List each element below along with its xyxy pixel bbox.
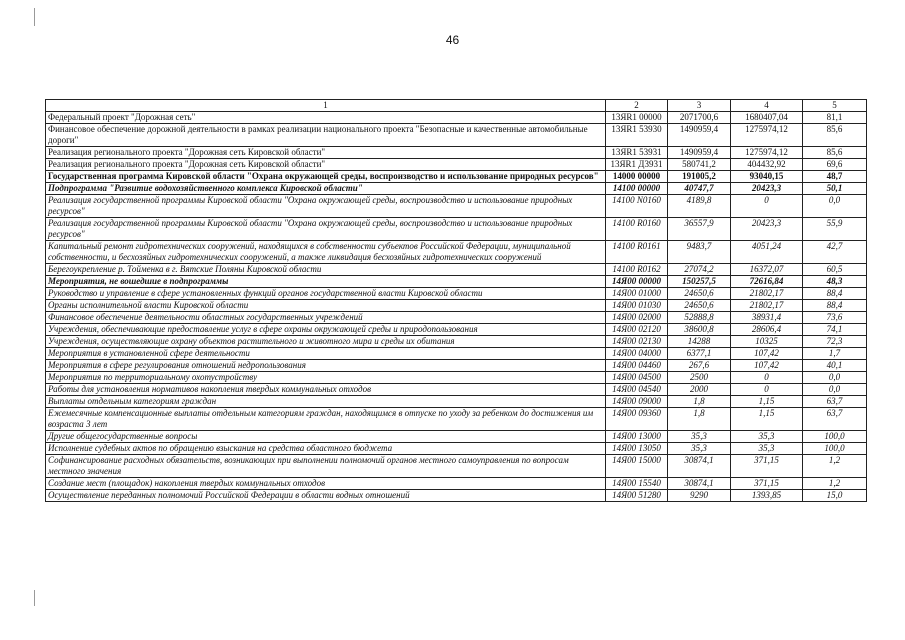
row-name-cell: Реализация государственной программы Кировской области "Охрана окружающей среды, воспроизводство и использование природных ресурсов" — [46, 218, 606, 241]
row-code-cell: 14Я00 15000 — [606, 455, 668, 478]
row-percent-cell: 73,6 — [803, 312, 867, 324]
row-code-cell: 14Я00 02000 — [606, 312, 668, 324]
table-row — [46, 360, 867, 372]
row-actual-value-cell: 35,3 — [731, 443, 803, 455]
table-row — [46, 195, 867, 218]
table-row — [46, 478, 867, 490]
table-row — [46, 396, 867, 408]
row-percent-cell: 100,0 — [803, 431, 867, 443]
table-row — [46, 408, 867, 431]
row-code-cell: 14Я00 01030 — [606, 300, 668, 312]
row-planned-value-cell: 52888,8 — [668, 312, 731, 324]
row-actual-value-cell: 1275974,12 — [731, 147, 803, 159]
row-percent-cell: 0,0 — [803, 372, 867, 384]
row-name-cell: Капитальный ремонт гидротехнических сооружений, находящихся в собственности субъектов Российской Федерации, муниципальной собственности, и бесхозяйных гидротехнических сооружений, а также ликвидация бесхозяйных гидротехнических сооружений — [46, 241, 606, 264]
row-code-cell: 14Я00 09360 — [606, 408, 668, 431]
row-percent-cell: 55,9 — [803, 218, 867, 241]
table-row — [46, 336, 867, 348]
column-header: 3 — [668, 100, 731, 112]
row-name-cell: Учреждения, обеспечивающие предоставление услуг в сфере охраны окружающей среды и природопользования — [46, 324, 606, 336]
row-name-cell: Финансовое обеспечение дорожной деятельности в рамках реализации национального проекта "Безопасные и качественные автомобильные дороги" — [46, 124, 606, 147]
row-actual-value-cell: 4051,24 — [731, 241, 803, 264]
row-planned-value-cell: 2071700,6 — [668, 112, 731, 124]
table-row — [46, 288, 867, 300]
table-row — [46, 312, 867, 324]
row-name-cell: Федеральный проект "Дорожная сеть" — [46, 112, 606, 124]
row-percent-cell: 0,0 — [803, 195, 867, 218]
row-name-cell: Мероприятия, не вошедшие в подпрограммы — [46, 276, 606, 288]
table-row — [46, 300, 867, 312]
row-name-cell: Руководство и управление в сфере установленных функций органов государственной власти Кировской области — [46, 288, 606, 300]
row-code-cell: 14Я00 13050 — [606, 443, 668, 455]
row-code-cell: 14Я00 51280 — [606, 490, 668, 502]
row-code-cell: 13ЯR1 Д3931 — [606, 159, 668, 171]
table-row — [46, 241, 867, 264]
row-percent-cell: 48,3 — [803, 276, 867, 288]
table-row — [46, 324, 867, 336]
row-actual-value-cell: 0 — [731, 384, 803, 396]
row-code-cell: 14Я00 04460 — [606, 360, 668, 372]
row-planned-value-cell: 2500 — [668, 372, 731, 384]
row-code-cell: 14Я00 02130 — [606, 336, 668, 348]
row-code-cell: 14Я00 15540 — [606, 478, 668, 490]
row-code-cell: 14Я00 13000 — [606, 431, 668, 443]
row-actual-value-cell: 1393,85 — [731, 490, 803, 502]
row-planned-value-cell: 9483,7 — [668, 241, 731, 264]
row-name-cell: Государственная программа Кировской области "Охрана окружающей среды, воспроизводство и использование природных ресурсов" — [46, 171, 606, 183]
row-name-cell: Мероприятия по территориальному охотустройству — [46, 372, 606, 384]
row-percent-cell: 40,1 — [803, 360, 867, 372]
row-name-cell: Берегоукрепление р. Тойменка в г. Вятские Поляны Кировской области — [46, 264, 606, 276]
table-row — [46, 264, 867, 276]
row-name-cell: Выплаты отдельным категориям граждан — [46, 396, 606, 408]
column-header: 5 — [803, 100, 867, 112]
row-planned-value-cell: 24650,6 — [668, 288, 731, 300]
row-percent-cell: 74,1 — [803, 324, 867, 336]
column-header: 1 — [46, 100, 606, 112]
row-percent-cell: 1,7 — [803, 348, 867, 360]
row-name-cell: Ежемесячные компенсационные выплаты отдельным категориям граждан, находящимся в отпуске по уходу за ребенком до достижения им возраста 3 лет — [46, 408, 606, 431]
row-actual-value-cell: 72616,84 — [731, 276, 803, 288]
row-code-cell: 14100 R0161 — [606, 241, 668, 264]
row-code-cell: 14Я00 04540 — [606, 384, 668, 396]
row-name-cell: Работы для установления нормативов накопления твердых коммунальных отходов — [46, 384, 606, 396]
row-planned-value-cell: 1,8 — [668, 396, 731, 408]
row-percent-cell: 88,4 — [803, 300, 867, 312]
row-actual-value-cell: 10325 — [731, 336, 803, 348]
row-code-cell: 14Я00 02120 — [606, 324, 668, 336]
table-row — [46, 443, 867, 455]
row-name-cell: Мероприятия в установленной сфере деятельности — [46, 348, 606, 360]
row-actual-value-cell: 1275974,12 — [731, 124, 803, 147]
table-row — [46, 112, 867, 124]
row-name-cell: Финансовое обеспечение деятельности областных государственных учреждений — [46, 312, 606, 324]
scan-edge-mark — [34, 590, 35, 606]
row-code-cell: 14Я00 04000 — [606, 348, 668, 360]
row-actual-value-cell: 28606,4 — [731, 324, 803, 336]
row-code-cell: 14100 00000 — [606, 183, 668, 195]
row-code-cell: 14Я00 01000 — [606, 288, 668, 300]
row-actual-value-cell: 1,15 — [731, 408, 803, 431]
row-code-cell: 14100 R0162 — [606, 264, 668, 276]
table-row — [46, 147, 867, 159]
row-name-cell: Мероприятия в сфере регулирования отношений недропользования — [46, 360, 606, 372]
table-body — [46, 100, 867, 502]
table-row — [46, 276, 867, 288]
row-planned-value-cell: 9290 — [668, 490, 731, 502]
row-name-cell: Создание мест (площадок) накопления твердых коммунальных отходов — [46, 478, 606, 490]
row-planned-value-cell: 36557,9 — [668, 218, 731, 241]
row-code-cell: 14Я00 04500 — [606, 372, 668, 384]
row-name-cell: Другие общегосударственные вопросы — [46, 431, 606, 443]
row-actual-value-cell: 16372,07 — [731, 264, 803, 276]
row-percent-cell: 100,0 — [803, 443, 867, 455]
row-name-cell: Учреждения, осуществляющие охрану объектов растительного и животного мира и среды их обитания — [46, 336, 606, 348]
table-row — [46, 431, 867, 443]
row-name-cell: Софинансирование расходных обязательств, возникающих при выполнении полномочий органов местного самоуправления по вопросам местного значения — [46, 455, 606, 478]
column-header: 4 — [731, 100, 803, 112]
row-actual-value-cell: 0 — [731, 372, 803, 384]
row-planned-value-cell: 580741,2 — [668, 159, 731, 171]
row-code-cell: 14100 R0160 — [606, 218, 668, 241]
table-row — [46, 348, 867, 360]
row-code-cell: 13ЯR1 00000 — [606, 112, 668, 124]
row-planned-value-cell: 38600,8 — [668, 324, 731, 336]
table-row — [46, 384, 867, 396]
row-planned-value-cell: 1,8 — [668, 408, 731, 431]
row-actual-value-cell: 371,15 — [731, 455, 803, 478]
table-row — [46, 124, 867, 147]
row-percent-cell: 85,6 — [803, 147, 867, 159]
budget-execution-table — [45, 99, 867, 502]
row-planned-value-cell: 1490959,4 — [668, 124, 731, 147]
row-percent-cell: 88,4 — [803, 288, 867, 300]
row-code-cell: 14100 N0160 — [606, 195, 668, 218]
row-actual-value-cell: 20423,3 — [731, 218, 803, 241]
row-percent-cell: 1,2 — [803, 455, 867, 478]
row-percent-cell: 0,0 — [803, 384, 867, 396]
row-percent-cell: 72,3 — [803, 336, 867, 348]
row-planned-value-cell: 24650,6 — [668, 300, 731, 312]
row-code-cell: 14Я00 09000 — [606, 396, 668, 408]
row-actual-value-cell: 0 — [731, 195, 803, 218]
table-row — [46, 372, 867, 384]
row-name-cell: Реализация государственной программы Кировской области "Охрана окружающей среды, воспроизводство и использование природных ресурсов" — [46, 195, 606, 218]
row-percent-cell: 85,6 — [803, 124, 867, 147]
row-percent-cell: 63,7 — [803, 408, 867, 431]
row-planned-value-cell: 30874,1 — [668, 478, 731, 490]
row-percent-cell: 60,5 — [803, 264, 867, 276]
column-header: 2 — [606, 100, 668, 112]
row-actual-value-cell: 1,15 — [731, 396, 803, 408]
row-actual-value-cell: 93040,15 — [731, 171, 803, 183]
scan-edge-mark — [34, 8, 35, 26]
row-actual-value-cell: 21802,17 — [731, 288, 803, 300]
page-number: 46 — [445, 33, 460, 47]
row-name-cell: Реализация регионального проекта "Дорожная сеть Кировской области" — [46, 159, 606, 171]
row-actual-value-cell: 371,15 — [731, 478, 803, 490]
row-code-cell: 13ЯR1 53931 — [606, 147, 668, 159]
table-row — [46, 455, 867, 478]
row-planned-value-cell: 150257,5 — [668, 276, 731, 288]
row-percent-cell: 81,1 — [803, 112, 867, 124]
row-code-cell: 13ЯR1 53930 — [606, 124, 668, 147]
row-planned-value-cell: 1490959,4 — [668, 147, 731, 159]
row-percent-cell: 63,7 — [803, 396, 867, 408]
row-actual-value-cell: 107,42 — [731, 360, 803, 372]
row-name-cell: Подпрограмма "Развитие водохозяйственного комплекса Кировской области" — [46, 183, 606, 195]
table-row — [46, 183, 867, 195]
row-name-cell: Реализация регионального проекта "Дорожная сеть Кировской области" — [46, 147, 606, 159]
table-header-row — [46, 100, 867, 112]
row-name-cell: Осуществление переданных полномочий Российской Федерации в области водных отношений — [46, 490, 606, 502]
row-code-cell: 14000 00000 — [606, 171, 668, 183]
row-planned-value-cell: 35,3 — [668, 431, 731, 443]
row-planned-value-cell: 6377,1 — [668, 348, 731, 360]
row-actual-value-cell: 404432,92 — [731, 159, 803, 171]
row-actual-value-cell: 1680407,04 — [731, 112, 803, 124]
row-actual-value-cell: 38931,4 — [731, 312, 803, 324]
table-row — [46, 159, 867, 171]
row-percent-cell: 1,2 — [803, 478, 867, 490]
row-planned-value-cell: 267,6 — [668, 360, 731, 372]
row-percent-cell: 50,1 — [803, 183, 867, 195]
table-row — [46, 171, 867, 183]
row-planned-value-cell: 27074,2 — [668, 264, 731, 276]
row-percent-cell: 42,7 — [803, 241, 867, 264]
row-planned-value-cell: 2000 — [668, 384, 731, 396]
table-row — [46, 218, 867, 241]
row-name-cell: Органы исполнительной власти Кировской области — [46, 300, 606, 312]
row-percent-cell: 69,6 — [803, 159, 867, 171]
row-planned-value-cell: 14288 — [668, 336, 731, 348]
row-percent-cell: 48,7 — [803, 171, 867, 183]
table-row — [46, 490, 867, 502]
row-actual-value-cell: 35,3 — [731, 431, 803, 443]
row-actual-value-cell: 107,42 — [731, 348, 803, 360]
row-actual-value-cell: 20423,3 — [731, 183, 803, 195]
row-name-cell: Исполнение судебных актов по обращению взыскания на средства областного бюджета — [46, 443, 606, 455]
row-planned-value-cell: 40747,7 — [668, 183, 731, 195]
row-percent-cell: 15,0 — [803, 490, 867, 502]
row-planned-value-cell: 191005,2 — [668, 171, 731, 183]
row-planned-value-cell: 35,3 — [668, 443, 731, 455]
row-actual-value-cell: 21802,17 — [731, 300, 803, 312]
row-planned-value-cell: 30874,1 — [668, 455, 731, 478]
row-planned-value-cell: 4189,8 — [668, 195, 731, 218]
row-code-cell: 14Я00 00000 — [606, 276, 668, 288]
